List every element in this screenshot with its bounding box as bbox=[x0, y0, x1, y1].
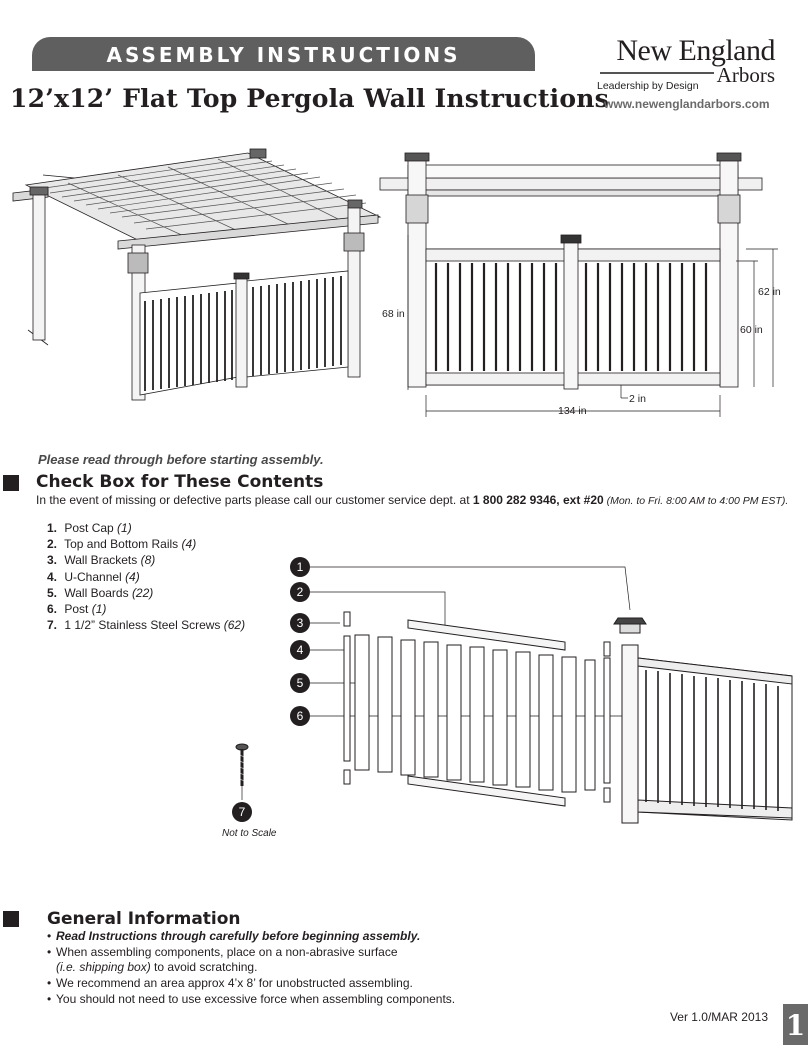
list-item: 7. 1 1/2” Stainless Steel Screws (62) bbox=[47, 618, 246, 633]
section-marker bbox=[3, 475, 19, 491]
svg-text:7: 7 bbox=[238, 805, 246, 819]
svg-text:4: 4 bbox=[296, 643, 304, 657]
check-box-title: Check Box for These Contents bbox=[36, 472, 324, 492]
page-title: 12’x12’ Flat Top Pergola Wall Instructions bbox=[10, 84, 609, 113]
callout-7 bbox=[232, 802, 252, 822]
list-item: 6. Post (1) bbox=[47, 602, 107, 617]
dim-gap: 2 in bbox=[629, 393, 646, 405]
brand-url: www.newenglandarbors.com bbox=[604, 97, 770, 111]
left-post bbox=[408, 159, 426, 387]
pergola-front-elevation bbox=[378, 145, 808, 420]
brand-sub: Arbors bbox=[716, 63, 775, 87]
pergola-perspective-illustration bbox=[8, 145, 383, 405]
brand-tagline: Leadership by Design bbox=[597, 80, 699, 92]
banner-title: ASSEMBLY INSTRUCTIONS bbox=[106, 43, 461, 67]
list-item: 1. Post Cap (1) bbox=[47, 521, 132, 535]
svg-text:3: 3 bbox=[296, 616, 304, 630]
svg-text:6: 6 bbox=[296, 709, 304, 723]
brand-name: New England bbox=[616, 34, 775, 67]
version-label: Ver 1.0/MAR 2013 bbox=[669, 1010, 768, 1024]
parts-list bbox=[47, 520, 245, 633]
dim-height-left: 68 in bbox=[382, 308, 405, 320]
intro-text: In the event of missing or defective parts please call our customer service dept. at bbox=[36, 493, 473, 507]
screw-icon bbox=[236, 744, 248, 786]
list-item: 5. Wall Boards (22) bbox=[47, 585, 154, 600]
list-item: 3. Wall Brackets (8) bbox=[47, 553, 156, 568]
general-info-title: General Information bbox=[47, 909, 241, 929]
list-item: 4. U-Channel (4) bbox=[47, 569, 140, 584]
callout-4 bbox=[290, 640, 310, 660]
dim-width: 134 in bbox=[558, 405, 587, 417]
general-info-list bbox=[47, 929, 455, 1008]
list-item: • You should not need to use excessive force when assembling components. bbox=[47, 992, 455, 1008]
center-post bbox=[564, 241, 578, 389]
list-item: • When assembling components, place on a non-abrasive surface (i.e. shipping box) to avoid scratching. bbox=[47, 945, 455, 976]
callout-3 bbox=[290, 613, 310, 633]
page-number: 1 bbox=[783, 1004, 808, 1045]
list-item: • We recommend an area approx 4’x 8’ for unobstructed assembling. bbox=[47, 976, 455, 992]
phone-number: 1 800 282 9346, ext #20 bbox=[472, 493, 604, 507]
brand-divider bbox=[600, 72, 714, 74]
svg-text:2: 2 bbox=[296, 585, 304, 599]
callout-6 bbox=[290, 706, 310, 726]
callout-2 bbox=[290, 582, 310, 602]
service-hours: (Mon. to Fri. 8:00 AM to 4:00 PM EST). bbox=[603, 495, 789, 507]
svg-text:1: 1 bbox=[296, 560, 304, 574]
callout-1 bbox=[290, 557, 310, 577]
list-item: 2. Top and Bottom Rails (4) bbox=[47, 537, 197, 552]
svg-text:5: 5 bbox=[296, 676, 304, 690]
read-note: Please read through before starting assembly. bbox=[38, 452, 324, 467]
right-post bbox=[720, 159, 738, 387]
header-banner bbox=[32, 37, 535, 71]
check-box-intro bbox=[36, 493, 788, 507]
dim-height-top: 62 in bbox=[758, 286, 781, 298]
list-item: • Read Instructions through carefully before beginning assembly. bbox=[47, 929, 455, 945]
exploded-parts-diagram bbox=[220, 550, 808, 845]
callout-5 bbox=[290, 673, 310, 693]
top-beam bbox=[380, 178, 762, 190]
section-marker bbox=[3, 911, 19, 927]
scale-note: Not to Scale bbox=[222, 828, 277, 839]
dim-height-wall: 60 in bbox=[740, 324, 763, 336]
